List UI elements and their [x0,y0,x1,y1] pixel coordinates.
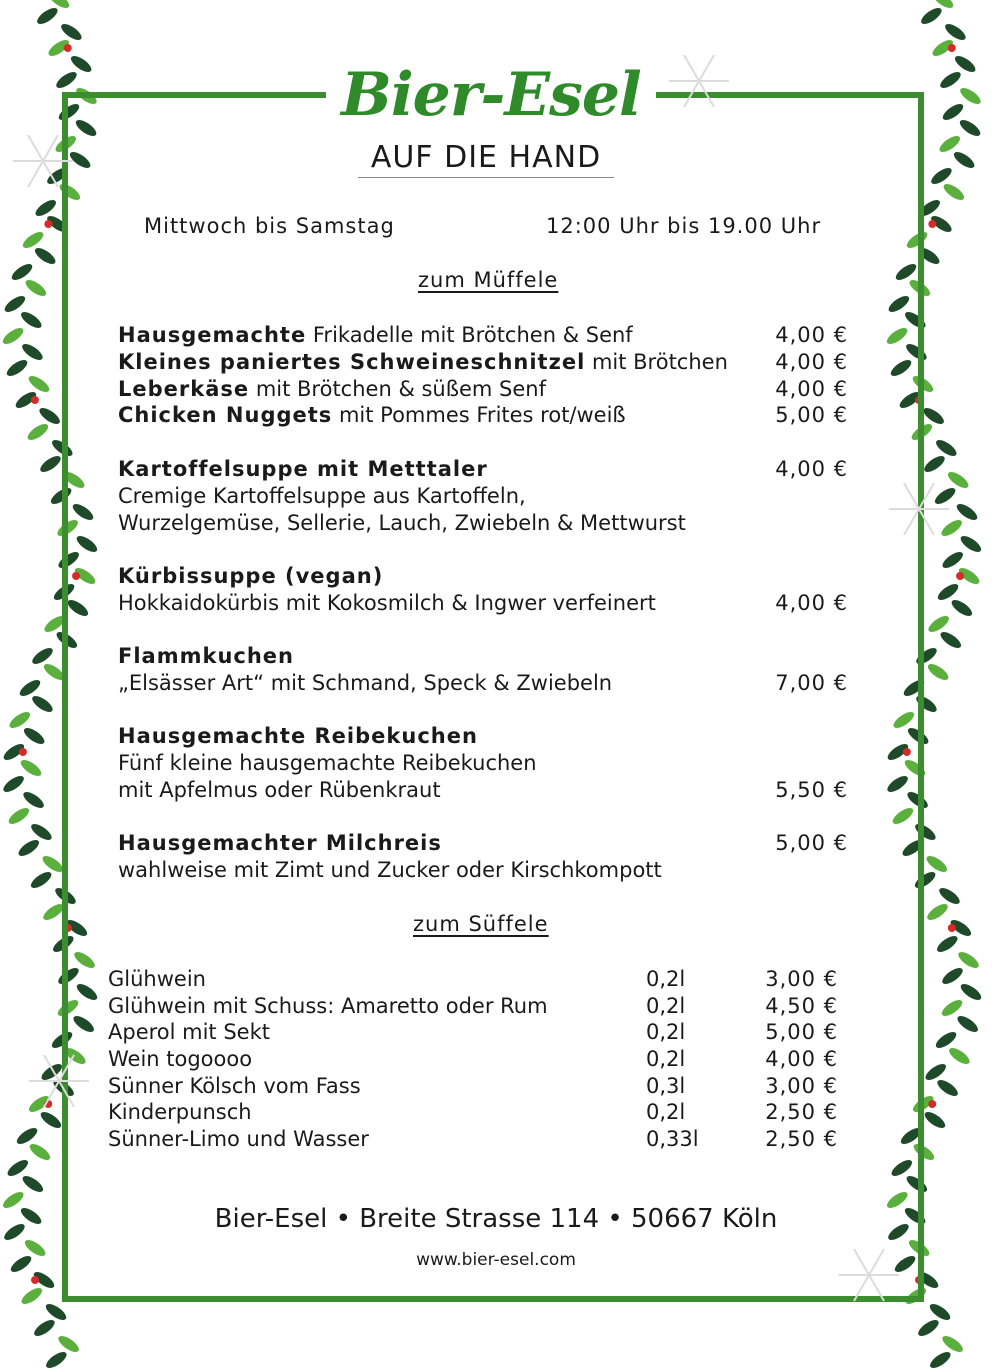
footer-address: Bier-Esel • Breite Strasse 114 • 50667 Köln [214,1204,778,1234]
item-price: 4,00 € [775,591,848,615]
drink-price: 3,00 € [765,1073,838,1098]
item-desc: Cremige Kartoffelsuppe aus Kartoffeln, [118,484,526,508]
drink-name: Aperol mit Sekt [108,1020,270,1045]
item-name: Hausgemachte [118,323,307,347]
drink-name: Wein togoooo [108,1047,253,1072]
drink-row [108,993,838,1020]
menu-item [118,376,848,403]
item-desc: „Elsässer Art“ mit Schmand, Speck & Zwiebeln [118,671,613,695]
page-subtitle: AUF DIE HAND [358,140,614,178]
item-desc: mit Pommes Frites rot/weiß [332,403,626,427]
drink-volume: 0,2l [646,1047,686,1072]
item-price: 4,00 € [775,323,848,347]
item-desc: Hokkaidokürbis mit Kokosmilch & Ingwer verfeinert [118,591,656,615]
menu-item [118,349,848,376]
menu-item [118,563,848,617]
item-desc: mit Brötchen & süßem Senf [249,377,546,401]
drink-volume: 0,2l [646,993,686,1018]
drink-row [108,1073,838,1100]
drinks-section-title: zum Süffele [413,912,549,936]
item-price: 5,50 € [775,778,848,802]
drink-price: 2,50 € [765,1100,838,1125]
snowflake-icon [884,474,954,544]
drink-row [108,1126,838,1153]
drink-price: 5,00 € [765,1020,838,1045]
item-name: Kürbissuppe (vegan) [118,564,384,588]
drink-row [108,966,838,993]
item-name: Leberkäse [118,377,250,401]
menu-item [118,322,848,349]
menu-item [118,643,848,697]
menu-item [118,723,848,804]
drinks-list [108,966,838,1153]
item-desc: Frikadelle mit Brötchen & Senf [306,323,633,347]
menu-item [118,830,848,884]
item-price: 7,00 € [775,671,848,695]
drink-row [108,1099,838,1126]
menu-item [118,402,848,429]
brand-logo: Bier-Esel [326,50,656,140]
drink-volume: 0,33l [646,1127,699,1152]
snowflake-icon [8,126,78,196]
item-desc: Wurzelgemüse, Sellerie, Lauch, Zwiebeln & Mettwurst [118,511,686,535]
item-desc: Fünf kleine hausgemachte Reibekuchen [118,751,537,775]
drink-name: Sünner Kölsch vom Fass [108,1073,361,1098]
opening-time: 12:00 Uhr bis 19.00 Uhr [546,214,822,238]
drink-price: 4,00 € [765,1047,838,1072]
drink-volume: 0,2l [646,1100,686,1125]
menu-item [118,456,848,537]
drink-name: Glühwein mit Schuss: Amaretto oder Rum [108,993,548,1018]
item-name: Kleines paniertes Schweineschnitzel [118,350,586,374]
item-price: 5,00 € [775,403,848,427]
opening-days: Mittwoch bis Samstag [144,214,395,238]
item-name: Flammkuchen [118,644,294,668]
item-price: 4,00 € [775,377,848,401]
drink-row [108,1046,838,1073]
drink-price: 3,00 € [765,967,838,991]
item-price: 4,00 € [775,350,848,374]
drink-volume: 0,2l [646,967,686,991]
drink-volume: 0,2l [646,1020,686,1045]
drink-price: 2,50 € [765,1127,838,1152]
item-desc: mit Brötchen [585,350,728,374]
website-link[interactable]: www.bier-esel.com [416,1250,576,1270]
item-name: Hausgemachte Reibekuchen [118,724,478,748]
drink-row [108,1019,838,1046]
item-name: Hausgemachter Milchreis [118,831,442,855]
drink-name: Glühwein [108,967,206,991]
snowflake-icon [24,1046,94,1116]
drink-volume: 0,3l [646,1073,686,1098]
item-desc: wahlweise mit Zimt und Zucker oder Kirschkompott [118,858,662,882]
drink-name: Sünner-Limo und Wasser [108,1127,369,1152]
item-desc: mit Apfelmus oder Rübenkraut [118,778,441,802]
item-price: 4,00 € [775,457,848,481]
drink-price: 4,50 € [765,993,838,1018]
snowflake-icon [664,46,734,116]
item-name: Kartoffelsuppe mit Metttaler [118,457,488,481]
item-price: 5,00 € [775,831,848,855]
item-name: Chicken Nuggets [118,403,333,427]
food-section-title: zum Müffele [418,268,559,292]
drink-name: Kinderpunsch [108,1100,252,1125]
